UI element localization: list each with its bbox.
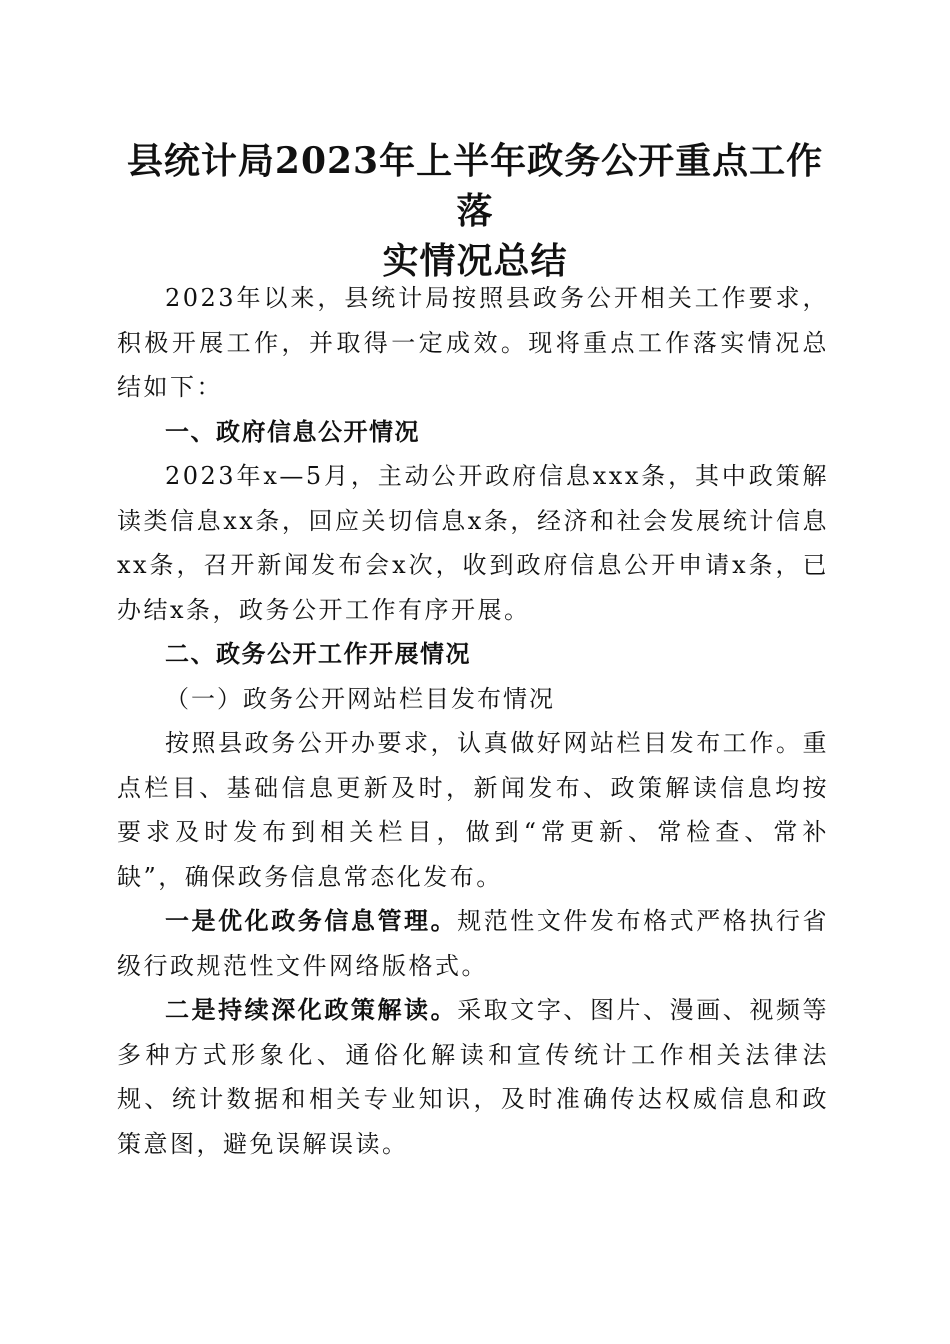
intro-paragraph: 2023年以来，县统计局按照县政务公开相关工作要求，积极开展工作，并取得一定成效。现将重点工作落实情况总结如下：	[117, 284, 829, 401]
point-2-paragraph	[117, 988, 829, 1166]
point-2-text: 采取文字、图片、漫画、视频等多种方式形象化、通俗化解读和宣传统计工作相关法律法规、统计数据和相关专业知识，及时准确传达权威信息和政策意图，避免误解误读。	[117, 996, 829, 1158]
point-1-text: 规范性文件发布格式严格执行省级行政规范性文件网络版格式。	[117, 907, 829, 980]
point-1-paragraph	[117, 899, 829, 988]
section-1-paragraph: 2023年x—5月，主动公开政府信息xxx条，其中政策解读类信息xx条，回应关切信息x条，经济和社会发展统计信息xx条，召开新闻发布会x次，收到政府信息公开申请x条，已办结x条，政务公开工作有序开展。	[117, 462, 829, 624]
document-title	[110, 136, 840, 286]
section-2-heading: 二、政务公开工作开展情况	[165, 640, 471, 668]
section-1-heading: 一、政府信息公开情况	[165, 417, 420, 446]
point-2-lead: 二是持续深化政策解读。	[165, 995, 458, 1024]
title-line-1: 县统计局2023年上半年政务公开重点工作落	[126, 140, 824, 232]
section-2-paragraph: 按照县政务公开办要求，认真做好网站栏目发布工作。重点栏目、基础信息更新及时，新闻发布、政策解读信息均按要求及时发布到相关栏目，做到“常更新、常检查、常补缺”，确保政务信息常态化发布。	[117, 729, 829, 891]
section-2-subheading: （一）政务公开网站栏目发布情况	[165, 684, 555, 713]
document-body	[117, 276, 829, 1166]
point-1-lead: 一是优化政务信息管理。	[165, 906, 458, 935]
title-line-2: 实情况总结	[382, 240, 568, 282]
